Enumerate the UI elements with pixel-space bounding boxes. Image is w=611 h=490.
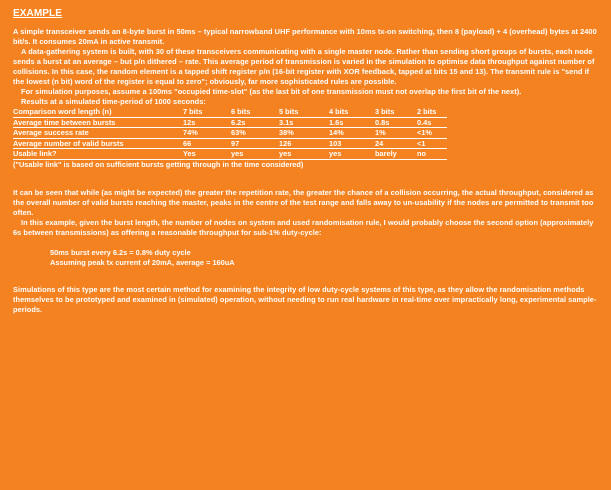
table-cell: <1% bbox=[417, 128, 447, 139]
spacer bbox=[13, 238, 599, 248]
example-heading: EXAMPLE bbox=[13, 8, 63, 19]
intro-paragraph: A simple transceiver sends an 8-byte burst in 50ms – typical narrowband UHF performance with 10ms tx-on switching, then 8 (payload) + 4 (overhead) bytes at 2400 bit/s. It consumes 20mA in active transmit. bbox=[13, 27, 597, 46]
table-cell: barely bbox=[375, 149, 417, 160]
table-cell: Average success rate bbox=[13, 128, 183, 139]
table-cell: no bbox=[417, 149, 447, 160]
table-cell: 6.2s bbox=[231, 117, 279, 128]
recommendation-paragraph: In this example, given the burst length, the number of nodes on system and used randomisation rule, I would probably choose the second option (approximately 6s between transmissions) as offering a reasonable throughput for sub-1% duty-cycle: bbox=[13, 217, 594, 237]
table-header-cell: 4 bits bbox=[329, 107, 375, 117]
table-cell: 97 bbox=[231, 138, 279, 149]
table-row bbox=[13, 138, 447, 149]
table-row bbox=[13, 128, 447, 139]
spacer bbox=[13, 268, 599, 285]
table-cell: 63% bbox=[231, 128, 279, 139]
table-cell: 1.6s bbox=[329, 117, 375, 128]
table-cell: Average time between bursts bbox=[13, 117, 183, 128]
table-cell: 24 bbox=[375, 138, 417, 149]
table-row bbox=[13, 117, 447, 128]
table-cell: <1 bbox=[417, 138, 447, 149]
table-cell: 38% bbox=[279, 128, 329, 139]
table-row bbox=[13, 149, 447, 160]
table-cell: 12s bbox=[183, 117, 231, 128]
duty-cycle-calc: 50ms burst every 6.2s = 0.8% duty cycle bbox=[50, 247, 191, 257]
results-table bbox=[13, 107, 447, 160]
system-paragraph: A data-gathering system is built, with 30 of these transceivers communicating with a single master node. Rather than sending short groups of bursts, each node sends a burst at an average – but p/n dithered – rate. This average period of transmission is varied in the simulation to optimise data throughput against number of collisions. In this case, the random element is a tapped shift register p/n (16-bit register with XOR feedback, tapped at bits 15 and 13). The transmit rule is "send if the lowest (n bit) word of the register is equal to zero"; obviously, far more sophisticated rules are possible. bbox=[13, 47, 595, 86]
conclusion-paragraph: Simulations of this type are the most certain method for examining the integrity of low duty-cycle systems of this type, as they allow the randomisation methods themselves to be prototyped and examined in (simulated) operation, without needing to run real hardware in real-time over impractically long, experimental sample-periods. bbox=[13, 284, 597, 314]
table-cell: 74% bbox=[183, 128, 231, 139]
table-header-row bbox=[13, 107, 447, 117]
table-cell: Usable link? bbox=[13, 149, 183, 160]
table-cell: 0.8s bbox=[375, 117, 417, 128]
average-current-calc: Assuming peak tx current of 20mA, average = 160uA bbox=[50, 257, 235, 267]
table-cell: 3.1s bbox=[279, 117, 329, 128]
results-intro: Results at a simulated time-period of 1000 seconds: bbox=[21, 97, 206, 106]
table-cell: 0.4s bbox=[417, 117, 447, 128]
table-cell: 1% bbox=[375, 128, 417, 139]
table-cell: 14% bbox=[329, 128, 375, 139]
table-header-cell: 7 bits bbox=[183, 107, 231, 117]
table-cell: Yes bbox=[183, 149, 231, 160]
table-header-cell: Comparison word length (n) bbox=[13, 107, 183, 117]
table-cell: 126 bbox=[279, 138, 329, 149]
table-header-cell: 2 bits bbox=[417, 107, 447, 117]
spacer bbox=[13, 170, 599, 188]
timeslot-paragraph: For simulation purposes, assume a 100ms "occupied time-slot" (as the last bit of one transmission must not overlap the first bit of the next). bbox=[21, 87, 522, 96]
table-header-cell: 3 bits bbox=[375, 107, 417, 117]
table-note: ("Usable link" is based on sufficient bursts getting through in the time considered) bbox=[13, 159, 304, 169]
analysis-paragraph: It can be seen that while (as might be expected) the greater the repetition rate, the greater the chance of a collision occurring, the actual throughput, considered as the overall number of valid bursts reaching the master, peaks in the centre of the test range and falls away to un-usability if the nodes are permitted to transmit too often. bbox=[13, 187, 594, 217]
table-header-cell: 5 bits bbox=[279, 107, 329, 117]
table-header-cell: 6 bits bbox=[231, 107, 279, 117]
table-cell: yes bbox=[279, 149, 329, 160]
table-cell: 103 bbox=[329, 138, 375, 149]
table-cell: yes bbox=[231, 149, 279, 160]
table-cell: 66 bbox=[183, 138, 231, 149]
table-cell: Average number of valid bursts bbox=[13, 138, 183, 149]
table-cell: yes bbox=[329, 149, 375, 160]
